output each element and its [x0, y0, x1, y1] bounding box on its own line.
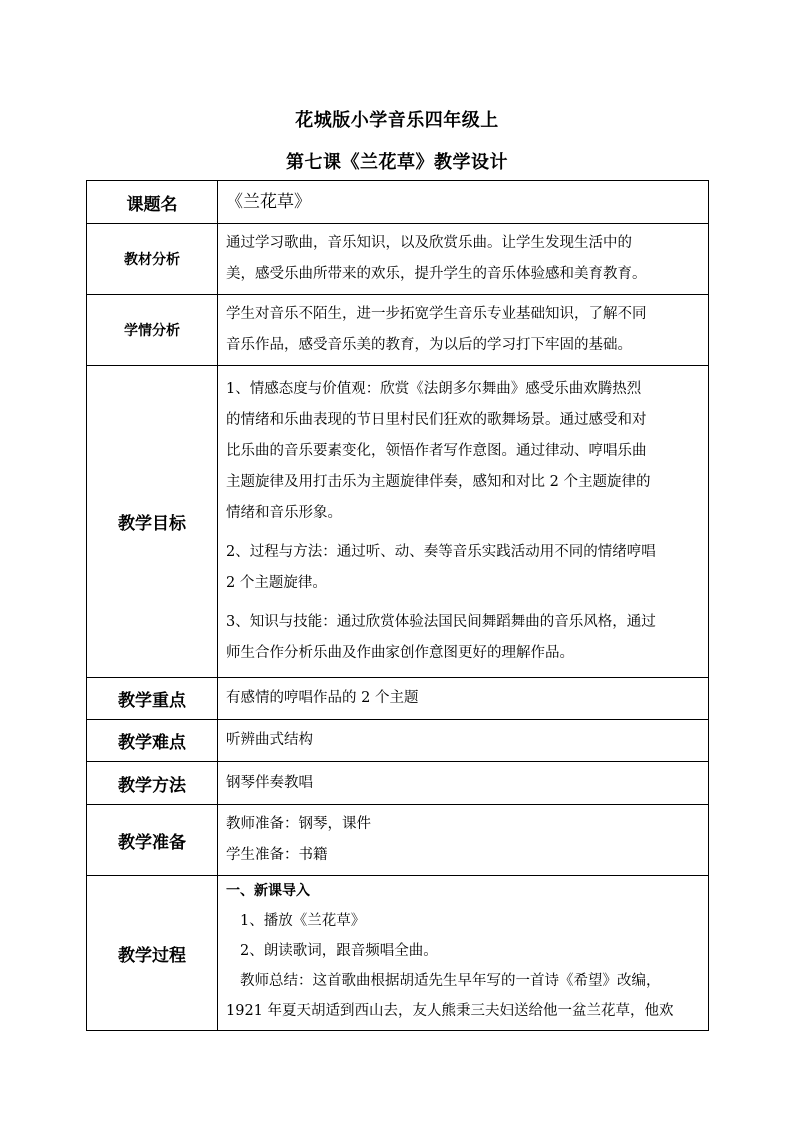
methods-value: 钢琴伴奏教唱 — [218, 762, 709, 805]
students-value — [218, 295, 709, 366]
process-label: 教学过程 — [87, 876, 218, 1031]
text-line: 1、播放《兰花草》 — [240, 913, 366, 929]
section-heading: 一、新课导入 — [226, 883, 310, 899]
topic-value: 《兰花草》 — [218, 181, 709, 224]
text-line: 3、知识与技能：通过欣赏体验法国民间舞蹈舞曲的音乐风格，通过 — [226, 614, 656, 630]
document-title: 花城版小学音乐四年级上 — [295, 110, 499, 131]
text-line: 的情绪和乐曲表现的节日里村民们狂欢的歌舞场景。通过感受和对 — [226, 412, 647, 428]
row-material — [87, 224, 709, 295]
row-difficulties — [87, 720, 709, 762]
text-line: 2、过程与方法：通过听、动、奏等音乐实践活动用不同的情绪哼唱 — [226, 544, 656, 560]
text-line: 通过学习歌曲，音乐知识，以及欣赏乐曲。让学生发现生活中的 — [226, 235, 632, 251]
difficulties-value: 听辨曲式结构 — [218, 720, 709, 762]
row-process — [87, 876, 709, 1031]
key-points-label: 教学重点 — [87, 678, 218, 720]
preparation-label: 教学准备 — [87, 805, 218, 876]
lesson-plan-table — [86, 180, 709, 1031]
students-label: 学情分析 — [87, 295, 218, 366]
text-line: 美，感受乐曲所带来的欢乐，提升学生的音乐体验感和美育教育。 — [226, 266, 647, 282]
key-points-value: 有感情的哼唱作品的 2 个主题 — [218, 678, 709, 720]
goals-value — [218, 366, 709, 678]
row-topic — [87, 181, 709, 224]
process-value — [218, 876, 709, 1031]
text-line: 主题旋律及用打击乐为主题旋律伴奏，感知和对比 2 个主题旋律的 — [226, 474, 651, 490]
difficulties-label: 教学难点 — [87, 720, 218, 762]
text-line: 学生准备：书籍 — [226, 847, 328, 863]
row-preparation — [87, 805, 709, 876]
text-line: 教师准备：钢琴，课件 — [226, 816, 371, 832]
text-line: 教师总结：这首歌曲根据胡适先生早年写的一首诗《希望》改编， — [240, 973, 661, 989]
text-line: 1、情感态度与价值观：欣赏《法朗多尔舞曲》感受乐曲欢腾热烈 — [226, 381, 642, 397]
methods-label: 教学方法 — [87, 762, 218, 805]
text-line: 2 个主题旋律。 — [226, 575, 327, 591]
row-methods — [87, 762, 709, 805]
document-subtitle: 第七课《兰花草》教学设计 — [286, 152, 508, 173]
material-value — [218, 224, 709, 295]
text-line: 师生合作分析乐曲及作曲家创作意图更好的理解作品。 — [226, 645, 574, 661]
text-line: 2、朗读歌词，跟音频唱全曲。 — [240, 943, 438, 959]
text-line: 1921 年夏天胡适到西山去，友人熊秉三夫妇送给他一盆兰花草，他欢 — [226, 1003, 674, 1019]
text-line: 情绪和音乐形象。 — [226, 505, 342, 521]
text-line: 学生对音乐不陌生，进一步拓宽学生音乐专业基础知识，了解不同 — [226, 306, 647, 322]
goals-label: 教学目标 — [87, 366, 218, 678]
material-label: 教材分析 — [87, 224, 218, 295]
row-key-points — [87, 678, 709, 720]
text-line: 比乐曲的音乐要素变化，领悟作者写作意图。通过律动、哼唱乐曲 — [226, 443, 647, 459]
preparation-value — [218, 805, 709, 876]
row-students — [87, 295, 709, 366]
text-line: 音乐作品，感受音乐美的教育，为以后的学习打下牢固的基础。 — [226, 337, 632, 353]
row-goals — [87, 366, 709, 678]
topic-label: 课题名 — [87, 181, 218, 224]
